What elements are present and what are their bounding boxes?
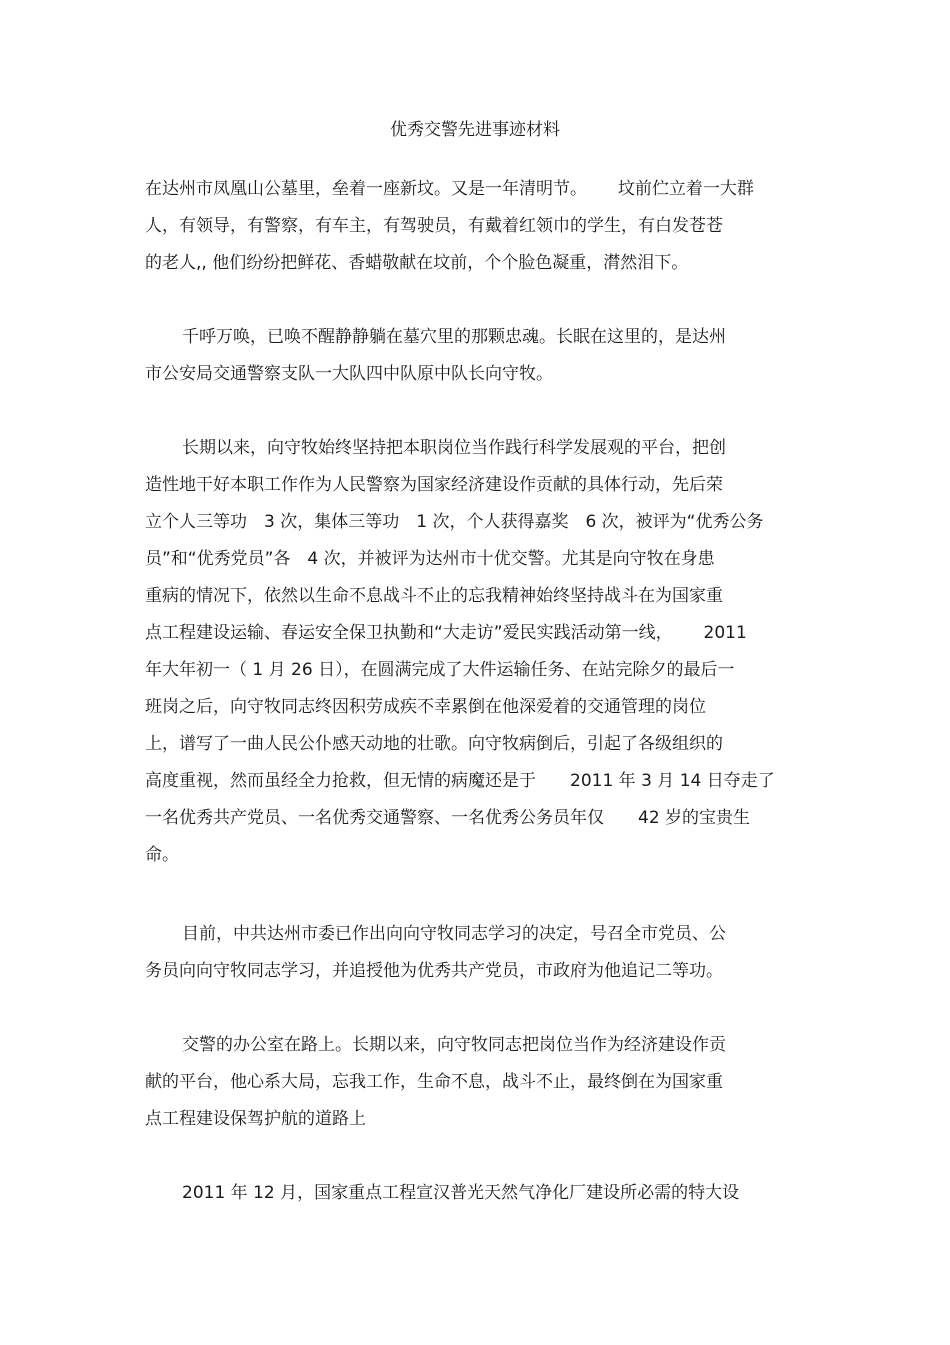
text-line: 一名优秀共产党员、一名优秀交通警察、一名优秀公务员年仅 42 岁的宝贵生 xyxy=(145,808,751,828)
paragraph-2 xyxy=(145,319,805,393)
text-line: 点工程建设保驾护航的道路上 xyxy=(145,1109,366,1129)
text-line: 务员向向守牧同志学习，并追授他为优秀共产党员，市政府为他追记二等功。 xyxy=(145,961,723,981)
text-line: 献的平台，他心系大局，忘我工作，生命不息，战斗不止，最终倒在为国家重 xyxy=(145,1072,723,1092)
text-line: 点工程建设运输、春运安全保卫执勤和“大走访”爱民实践活动第一线， 2011 xyxy=(145,623,747,643)
paragraph-4 xyxy=(145,916,805,990)
text-line: 在达州市凤凰山公墓里，垒着一座新坟。又是一年清明节。 坟前伫立着一大群 xyxy=(145,179,754,199)
text-line: 人，有领导，有警察，有车主，有驾驶员，有戴着红领巾的学生，有白发苍苍 xyxy=(145,216,723,236)
text-line: 命。 xyxy=(145,845,179,865)
text-line: 长期以来，向守牧始终坚持把本职岗位当作践行科学发展观的平台，把创 xyxy=(182,438,726,458)
text-line: 立个人三等功 3 次，集体三等功 1 次，个人获得嘉奖 6 次，被评为“优秀公务 xyxy=(145,512,764,532)
paragraph-5 xyxy=(145,1027,805,1138)
text-line: 年大年初一（ 1 月 26 日），在圆满完成了大件运输任务、在站完除夕的最后一 xyxy=(145,660,735,680)
paragraph-6 xyxy=(145,1175,805,1212)
text-line: 2011 年 12 月，国家重点工程宣汉普光天然气净化厂建设所必需的特大设 xyxy=(182,1183,740,1203)
text-line: 上，谱写了一曲人民公仆感天动地的壮歌。向守牧病倒后，引起了各级组织的 xyxy=(145,734,723,754)
text-line: 造性地干好本职工作作为人民警察为国家经济建设作贡献的具体行动，先后荣 xyxy=(145,475,723,495)
text-line: 市公安局交通警察支队一大队四中队原中队长向守牧。 xyxy=(145,364,553,384)
text-line: 的老人,, 他们纷纷把鲜花、香蜡敬献在坟前，个个脸色凝重，潸然泪下。 xyxy=(145,253,689,273)
paragraph-1 xyxy=(145,171,805,282)
text-line: 目前，中共达州市委已作出向向守牧同志学习的决定，号召全市党员、公 xyxy=(182,924,726,944)
text-line: 重病的情况下，依然以生命不息战斗不止的忘我精神始终坚持战斗在为国家重 xyxy=(145,586,723,606)
paragraph-3 xyxy=(145,430,805,874)
text-line: 员”和“优秀党员”各 4 次，并被评为达州市十优交警。尤其是向守牧在身患 xyxy=(145,549,715,569)
text-line: 交警的办公室在路上。长期以来，向守牧同志把岗位当作为经济建设作贡 xyxy=(182,1035,726,1055)
text-line: 班岗之后，向守牧同志终因积劳成疾不幸累倒在他深爱着的交通管理的岗位 xyxy=(145,697,706,717)
document-title: 优秀交警先进事迹材料 xyxy=(390,120,560,140)
text-line: 千呼万唤，已唤不醒静静躺在墓穴里的那颗忠魂。长眠在这里的，是达州 xyxy=(182,327,726,347)
text-line: 高度重视，然而虽经全力抢救，但无情的病魔还是于 2011 年 3 月 14 日夺走了 xyxy=(145,771,775,791)
